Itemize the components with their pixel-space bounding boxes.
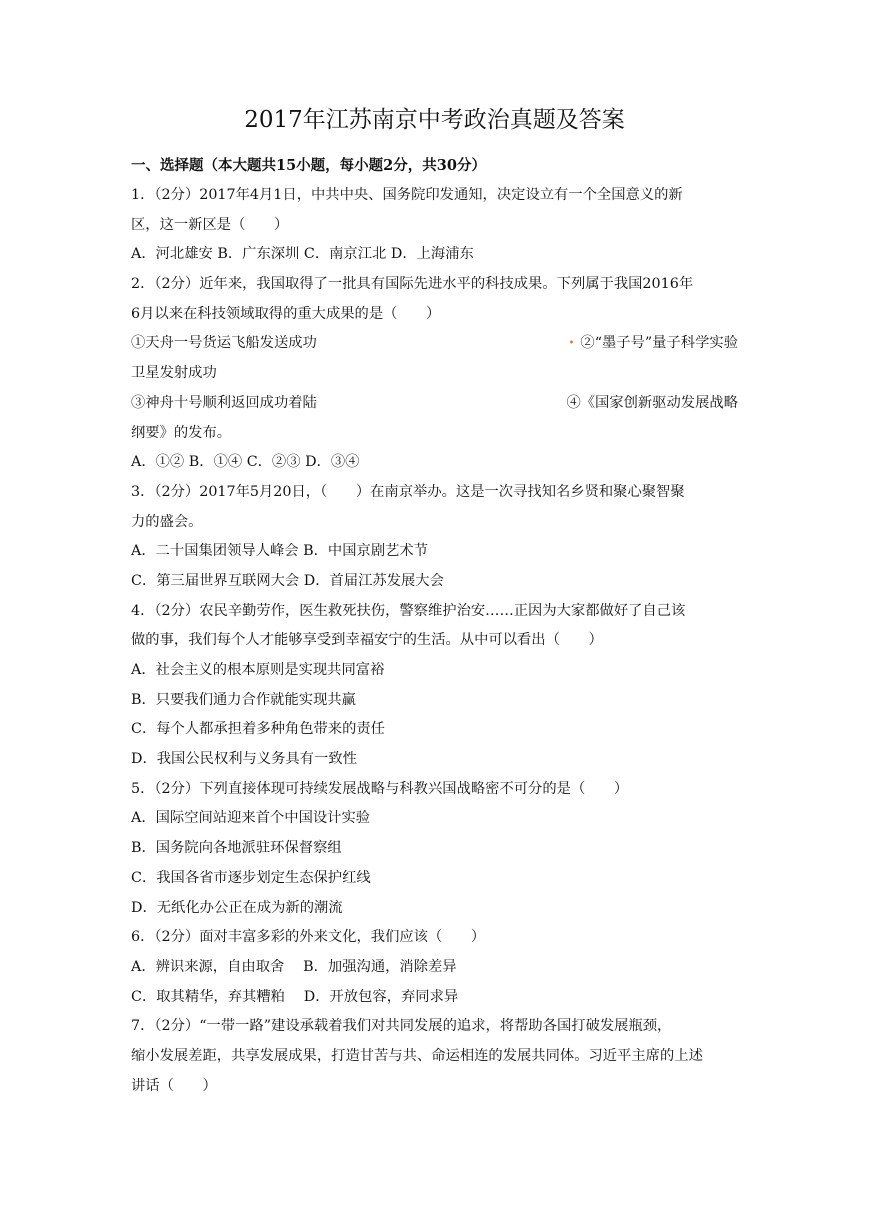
line-text: A．二十国集团领导人峰会 B．中国京剧艺术节 bbox=[131, 543, 429, 560]
document-body bbox=[131, 181, 738, 1101]
line-text: 力的盛会。 bbox=[131, 513, 203, 530]
text-line bbox=[131, 508, 738, 538]
line-text: 纲要》的发布。 bbox=[131, 424, 232, 441]
text-line bbox=[131, 270, 738, 300]
text-line bbox=[131, 300, 738, 330]
text-line bbox=[131, 745, 738, 775]
text-line bbox=[131, 804, 738, 834]
line-text: C．我国各省市逐步划定生态保护红线 bbox=[131, 869, 371, 886]
line-text: 7．（2分）“一带一路”建设承载着我们对共同发展的追求，将帮助各国打破发展瓶颈， bbox=[131, 1018, 672, 1035]
line-text: 1．（2分）2017年4月1日，中共中央、国务院印发通知，决定设立有一个全国意义的新 bbox=[131, 187, 683, 203]
text-line bbox=[131, 923, 738, 953]
line-text: C．取其精华，弃其糟粕 D．开放包容，弃同求异 bbox=[131, 988, 459, 1005]
line-text: A．社会主义的根本原则是实现共同富裕 bbox=[131, 662, 385, 678]
text-line bbox=[131, 359, 738, 389]
line-text: 2．（2分）近年来，我国取得了一批具有国际先进水平的科技成果。下列属于我国2016年 bbox=[131, 276, 694, 293]
line-left-text: ①天舟一号货运飞船发送成功 bbox=[131, 335, 317, 352]
line-text: A．河北雄安 B．广东深圳 C．南京江北 D．上海浦东 bbox=[131, 246, 474, 263]
text-line bbox=[131, 864, 738, 894]
text-line bbox=[131, 686, 738, 716]
text-line bbox=[131, 537, 738, 567]
line-right-block bbox=[566, 389, 738, 419]
page-title: 2017年江苏南京中考政治真题及答案 bbox=[244, 107, 625, 133]
text-line bbox=[131, 597, 738, 627]
text-line bbox=[131, 567, 738, 597]
line-text: C．第三届世界互联网大会 D．首届江苏发展大会 bbox=[131, 572, 444, 589]
line-text: C．每个人都承担着多种角色带来的责任 bbox=[131, 721, 385, 738]
line-right-text: ②“墨子号”量子科学实验 bbox=[580, 335, 738, 352]
text-line bbox=[131, 894, 738, 924]
line-text: 3．（2分）2017年5月20日，（ ）在南京举办。这是一次寻找知名乡贤和聚心聚智聚 bbox=[131, 483, 685, 500]
line-text: A．辨识来源，自由取舍 B．加强沟通，消除差异 bbox=[131, 958, 457, 975]
text-line bbox=[131, 181, 738, 211]
stray-dot-icon: • bbox=[568, 338, 575, 350]
text-line bbox=[131, 1012, 738, 1042]
line-text: D．我国公民权利与义务具有一致性 bbox=[131, 751, 357, 768]
line-text: D．无纸化办公正在成为新的潮流 bbox=[131, 899, 343, 916]
line-text: A．①② B．①④ C．②③ D．③④ bbox=[131, 454, 360, 471]
text-line bbox=[131, 656, 738, 686]
line-text: B．只要我们通力合作就能实现共赢 bbox=[131, 691, 356, 708]
text-line bbox=[131, 953, 738, 983]
text-line bbox=[131, 329, 738, 359]
line-right-block bbox=[569, 329, 739, 359]
text-line bbox=[131, 448, 738, 478]
line-text: 5．（2分）下列直接体现可持续发展战略与科教兴国战略密不可分的是（ ） bbox=[131, 780, 629, 797]
line-text: 卫星发射成功 bbox=[131, 365, 217, 382]
text-line bbox=[131, 419, 738, 449]
line-text: 6．（2分）面对丰富多彩的外来文化，我们应该（ ） bbox=[131, 929, 486, 946]
line-text: 6月以来在科技领域取得的重大成果的是（ ） bbox=[131, 305, 441, 322]
line-text: A．国际空间站迎来首个中国设计实验 bbox=[131, 810, 371, 827]
text-line bbox=[131, 715, 738, 745]
text-line bbox=[131, 478, 738, 508]
line-text: B．国务院向各地派驻环保督察组 bbox=[131, 840, 342, 857]
line-text: 区，这一新区是（ ） bbox=[131, 216, 289, 233]
text-line bbox=[131, 240, 738, 270]
line-left-text: ③神舟十号顺利返回成功着陆 bbox=[131, 394, 317, 411]
text-line bbox=[131, 983, 738, 1013]
line-right-text: ④《国家创新驱动发展战略 bbox=[566, 394, 738, 411]
section-heading: 一、选择题（本大题共15小题，每小题2分，共30分） bbox=[131, 157, 486, 174]
line-text: 讲话（ ） bbox=[131, 1077, 217, 1094]
text-line bbox=[131, 1042, 738, 1072]
line-text: 做的事，我们每个人才能够享受到幸福安宁的生活。从中可以看出（ ） bbox=[131, 632, 603, 649]
text-line bbox=[131, 211, 738, 241]
text-line bbox=[131, 389, 738, 419]
line-text: 4．（2分）农民辛勤劳作，医生救死扶伤，警察维护治安……正因为大家都做好了自己该 bbox=[131, 602, 686, 619]
text-line bbox=[131, 626, 738, 656]
line-text: 缩小发展差距，共享发展成果，打造甘苦与共、命运相连的发展共同体。习近平主席的上述 bbox=[131, 1047, 703, 1064]
text-line bbox=[131, 775, 738, 805]
text-line bbox=[131, 834, 738, 864]
text-line bbox=[131, 1072, 738, 1102]
